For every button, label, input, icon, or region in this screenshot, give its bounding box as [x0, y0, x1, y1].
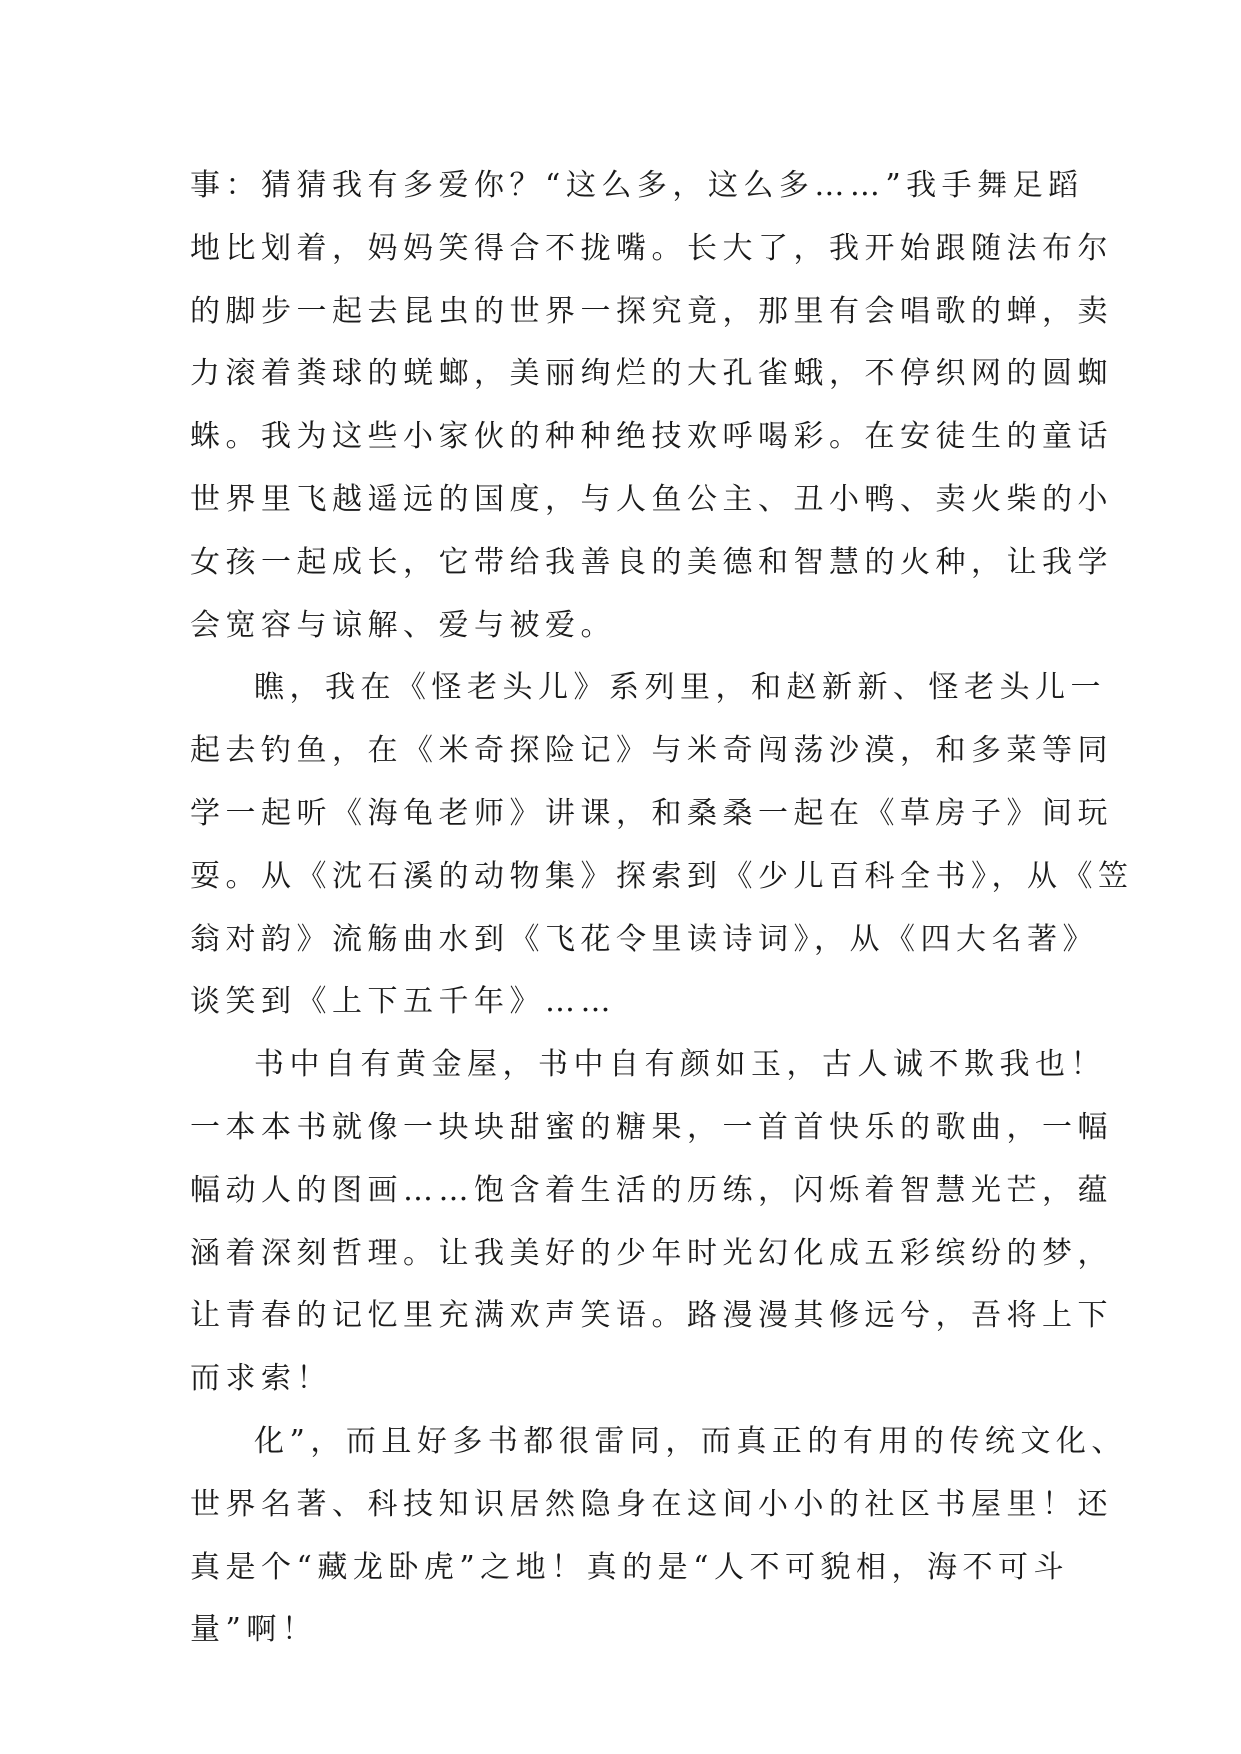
text-line: 世界名著、科技知识居然隐身在这间小小的社区书屋里！还 — [190, 1486, 1113, 1522]
text-line: 地比划着，妈妈笑得合不拢嘴。长大了，我开始跟随法布尔 — [190, 230, 1113, 266]
text-line: 耍。从《沈石溪的动物集》探索到《少儿百科全书》，从《笠 — [190, 858, 1134, 894]
text-line: 而求索！ — [190, 1361, 332, 1397]
text-line: 谈笑到《上下五千年》…… — [190, 984, 616, 1020]
text-line: 会宽容与谅解、爱与被爱。 — [190, 607, 616, 643]
text-line: 一本本书就像一块块甜蜜的糖果，一首首快乐的歌曲，一幅 — [190, 1109, 1113, 1145]
text-line: 世界里飞越遥远的国度，与人鱼公主、丑小鸭、卖火柴的小 — [190, 481, 1113, 517]
text-line: 蛛。我为这些小家伙的种种绝技欢呼喝彩。在安徒生的童话 — [190, 419, 1113, 455]
text-line: 事：猜猜我有多爱你？“这么多，这么多……”我手舞足蹈 — [190, 168, 1084, 203]
text-line: 真是个“藏龙卧虎”之地！真的是“人不可貌相，海不可斗 — [190, 1549, 1070, 1585]
body-text — [190, 155, 1134, 1662]
text-line: 涵着深刻哲理。让我美好的少年时光幻化成五彩缤纷的梦， — [190, 1235, 1113, 1271]
text-line: 力滚着粪球的蜣螂，美丽绚烂的大孔雀蛾，不停织网的圆蜘 — [190, 356, 1113, 392]
text-line: 的脚步一起去昆虫的世界一探究竟，那里有会唱歌的蝉，卖 — [190, 293, 1113, 329]
paragraph-start-line: 书中自有黄金屋，书中自有颜如玉，古人诚不欺我也！ — [254, 1047, 1106, 1083]
text-line: 量”啊！ — [190, 1612, 318, 1648]
paragraph-start-line: 化”，而且好多书都很雷同，而真正的有用的传统文化、 — [254, 1423, 1127, 1459]
text-line: 幅动人的图画……饱含着生活的历练，闪烁着智慧光芒，蕴 — [190, 1172, 1113, 1208]
text-line: 学一起听《海龟老师》讲课，和桑桑一起在《草房子》间玩 — [190, 795, 1113, 831]
paragraph-start-line: 瞧，我在《怪老头儿》系列里，和赵新新、怪老头儿一 — [254, 670, 1106, 706]
text-line: 起去钓鱼，在《米奇探险记》与米奇闯荡沙漠，和多菜等同 — [190, 733, 1113, 769]
text-line: 女孩一起成长，它带给我善良的美德和智慧的火种，让我学 — [190, 544, 1113, 580]
text-line: 让青春的记忆里充满欢声笑语。路漫漫其修远兮，吾将上下 — [190, 1298, 1113, 1334]
text-line: 翁对韵》流觞曲水到《飞花令里读诗词》，从《四大名著》 — [190, 921, 1098, 957]
